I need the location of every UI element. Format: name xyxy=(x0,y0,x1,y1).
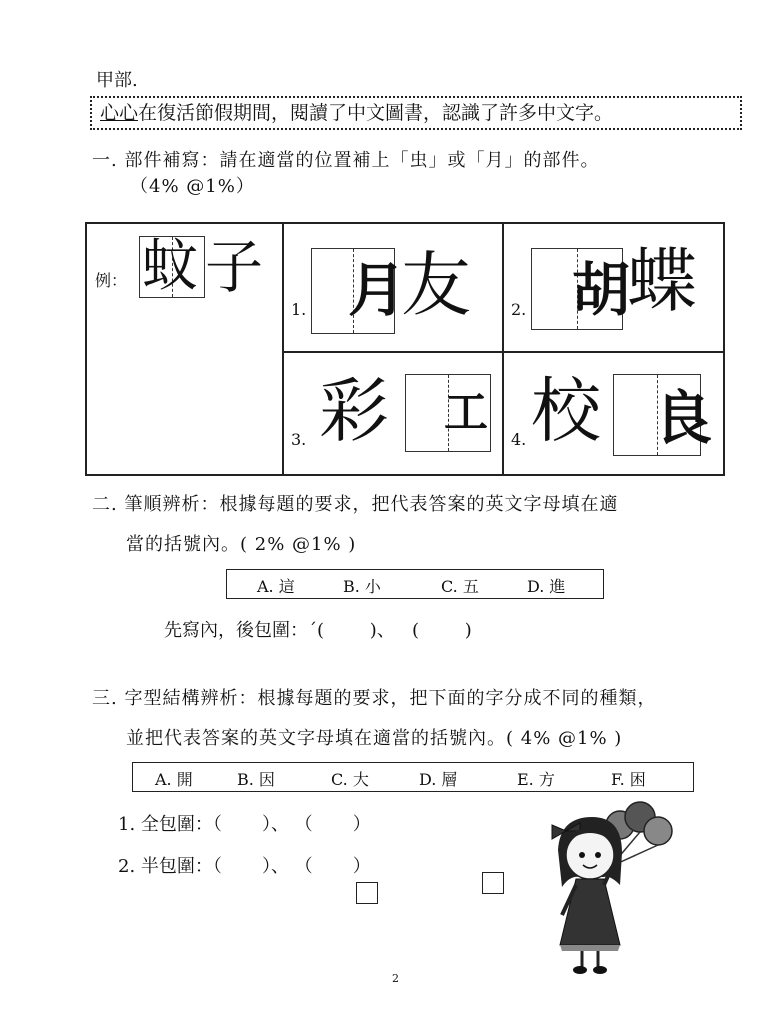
q3-option-d: D. 層 xyxy=(419,770,458,789)
example-slot xyxy=(139,236,205,298)
intro-box xyxy=(90,96,742,130)
q3-option-e: E. 方 xyxy=(517,770,555,789)
q2-option-a: A. 這 xyxy=(257,577,295,596)
q3-line-2[interactable]: 2. 半包圍：（ ）、 （ ） xyxy=(118,856,371,877)
girl-balloons-illustration xyxy=(540,795,690,980)
example-label: 例： xyxy=(95,271,128,290)
item-4-cell xyxy=(502,351,724,475)
q3-option-b: B. 因 xyxy=(237,770,275,789)
item-3-cell xyxy=(282,351,504,475)
item-1-char: 友 xyxy=(401,244,471,326)
item-3-slot[interactable] xyxy=(405,374,491,452)
item-3-char: 彩 xyxy=(319,370,389,452)
item-3-num: 3. xyxy=(291,430,307,449)
item-1-part: 月 xyxy=(348,256,407,324)
q2-prompt[interactable]: 先寫內，後包圍：´( )、 ( ) xyxy=(164,620,472,641)
q3-option-c: C. 大 xyxy=(331,770,369,789)
item-1-cell xyxy=(282,223,504,353)
item-2-part: 胡 xyxy=(572,256,631,324)
q1-score: （4% @1%） xyxy=(130,176,255,197)
q2-options-box xyxy=(226,569,604,599)
section-label: 甲部. xyxy=(96,70,138,91)
item-4-char: 校 xyxy=(531,370,601,452)
q2-option-d: D. 進 xyxy=(527,577,566,596)
example-answer: 蚊 xyxy=(142,234,198,299)
item-4-part: 良 xyxy=(654,384,713,452)
item-2-cell xyxy=(502,223,724,353)
item-4-num: 4. xyxy=(511,430,527,449)
answer-square-1[interactable] xyxy=(356,882,378,904)
q3-line-1[interactable]: 1. 全包圍：（ ）、 （ ） xyxy=(118,814,371,835)
q3-title-line1: 三. 字型結構辨析：根據每題的要求，把下面的字分成不同的種類， xyxy=(92,688,657,709)
item-3-part: 工 xyxy=(444,387,488,438)
q3-title-line2: 並把代表答案的英文字母填在適當的括號內。( 4% @1% ) xyxy=(126,728,623,749)
item-1-slot[interactable] xyxy=(311,248,407,334)
q3-option-f: F. 困 xyxy=(611,770,646,789)
intro-text: 在復活節假期間，閱讀了中文圖書，認識了許多中文字。 xyxy=(138,102,614,124)
q1-title: 一. 部件補寫：請在適當的位置補上「虫」或「月」的部件。 xyxy=(92,150,600,171)
item-1-num: 1. xyxy=(291,300,307,319)
q2-title-line2: 當的括號內。( 2% @1% ) xyxy=(126,534,357,555)
item-2-slot[interactable] xyxy=(531,248,631,330)
example-char: 子 xyxy=(205,233,264,301)
answer-square-2[interactable] xyxy=(482,872,504,894)
q3-options-box xyxy=(132,762,694,792)
q3-option-a: A. 開 xyxy=(155,770,193,789)
page-number: 2 xyxy=(392,972,399,985)
item-4-slot[interactable] xyxy=(613,374,713,456)
q1-grid xyxy=(85,222,725,476)
q2-option-c: C. 五 xyxy=(441,577,479,596)
q2-option-b: B. 小 xyxy=(343,577,381,596)
item-2-num: 2. xyxy=(511,300,527,319)
item-2-char: 蝶 xyxy=(627,240,697,322)
intro-name: 心心 xyxy=(100,102,139,124)
q2-title-line1: 二. 筆順辨析：根據每題的要求，把代表答案的英文字母填在適 xyxy=(92,494,619,515)
example-cell xyxy=(86,223,284,475)
